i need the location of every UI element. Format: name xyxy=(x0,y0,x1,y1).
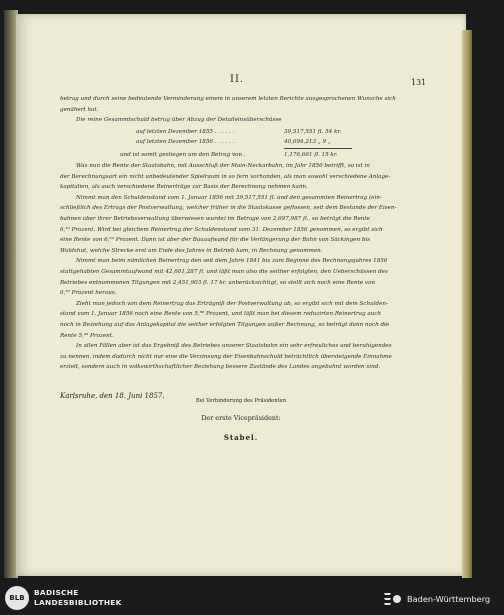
text-line: 6,³³ Prozent heraus. xyxy=(60,290,117,297)
text-line: Zieht man jedoch von dem Reinertrag das Erträgniß der Postverwaltung ab, so ergibt sich mit dem Schulden- xyxy=(76,300,388,307)
debt-table xyxy=(136,127,364,147)
text-line: schließlich des Ertrags der Postverwaltung, welcher früher in die Staatskasse geflossen, seit dem Bestande der Eisen- xyxy=(60,205,397,212)
text-line: genähert hat. xyxy=(60,106,99,113)
blb-logo-icon[interactable]: BLB xyxy=(5,586,29,610)
text-line: Was nun die Rente der Staatsbahn, mit Ausschluß der Main-Neckarbahn, im Jahr 1856 betrifft, so ist in xyxy=(76,163,370,169)
three-lions-emblem-icon[interactable] xyxy=(381,589,403,609)
text-line: Waldshut, welche Strecke erst am Ende des Jahres in Betrieb kam, in Rechnung genommen. xyxy=(60,247,323,254)
text-line: eine Rente von 6,⁶³ Prozent. Dann ist aber der Bauaufwand für die Verlängerung der Bahn von Säckingen bis xyxy=(60,237,371,244)
text-line: kapitalien, als auch verschiedene Reinerträge zur Basis der Berechnung nehmen kann. xyxy=(60,184,308,191)
text-line: erzielt, sondern auch in volkswirthschaftlicher Beziehung bessere Zustände des Landes angebahnt worden sind. xyxy=(60,364,381,371)
signoff-title: Der erste Vicepräsident: xyxy=(201,414,281,422)
table-row xyxy=(136,127,364,137)
page-number: 131 xyxy=(411,78,427,87)
signoff-note: Bei Verhinderung des Präsidenten xyxy=(195,398,287,404)
table-row xyxy=(136,137,364,147)
section-header: II. xyxy=(230,74,245,85)
paragraph-intro xyxy=(60,94,432,126)
row-label: auf letzten Dezember 1855 . . . . . . xyxy=(136,129,235,135)
text-line: stand vom 1. Januar 1856 noch eine Rente von 5,⁸⁸ Prozent, und läßt man bei diesem reduzirten Reinertrag auch xyxy=(60,311,382,318)
total-value: 1,176,661 fl. 15 kr. xyxy=(284,152,338,158)
page-edge-shadow xyxy=(462,30,472,578)
library-name[interactable] xyxy=(34,588,122,608)
state-name[interactable]: Baden-Württemberg xyxy=(407,594,491,604)
text-line: Nimmt man den Schuldenstand vom 1. Januar 1856 mit 39,517,551 fl. und den gesammten Reinertrag (ein- xyxy=(76,194,382,201)
text-line: Nimmt man beim nämlichen Reinertrag den seit dem Jahre 1841 bis zum Beginne des Rechnungsjahres 1856 xyxy=(76,258,388,265)
library-name-line2: LANDESBIBLIOTHEK xyxy=(34,598,122,607)
document-page xyxy=(16,14,466,576)
debt-total xyxy=(120,150,364,160)
row-value: 39,517,551 fl. 54 kr. xyxy=(284,129,342,135)
text-line: Die reine Gesammtschuld betrug über Abzug der Detaileinsüberschüsse xyxy=(76,117,282,124)
row-value: 40,694,213 „ 9 „ xyxy=(284,139,331,145)
signoff-name: Stabel. xyxy=(223,433,259,442)
table-row xyxy=(120,150,364,160)
text-line: bahnen aber ihrer Betriebsverwaltung überwiesen wurde) im Betrage von 2,697,987 fl., so beträgt die Rente xyxy=(60,215,370,222)
text-line: stattgehabten Gesammtaufwand mit 42,601,287 fl. und läßt man also die seither erfolgten, den Ueberschüssen des xyxy=(60,268,388,275)
row-label: auf letzten Dezember 1856 . . . . . . xyxy=(136,139,235,145)
text-line: In allen Fällen aber ist das Ergebniß des Betriebes unserer Staatsbahn ein sehr erfreuliches und beruhigendes xyxy=(76,343,392,350)
paragraph-body xyxy=(60,161,432,373)
text-line: 6,¹⁰ Prozent. Wird bei gleichem Reinertrag der Schuldenstand vom 31. Dezember 1856 genommen, so ergibt sich xyxy=(60,226,383,233)
date-line: Karlsruhe, den 18. Juni 1857. xyxy=(60,392,165,400)
library-name-line1: BADISCHE xyxy=(34,588,79,597)
text-line: noch in Beziehung auf das Anlagekapital die seither erfolgten Tilgungen außer Rechnung, so beträgt dann noch die xyxy=(60,321,390,328)
text-line: betrag und durch seine bedeutende Verminderung einem in unserem letzten Berichte ausgesprochenen Wunsche sich xyxy=(60,96,396,102)
text-line: Rente 5,⁴³ Prozent. xyxy=(60,332,114,339)
text-line: Betriebes entnommenen Tilgungen mit 2,451,903 fl. 17 kr. unberücksichtigt, so stellt sich noch eine Rente von xyxy=(60,279,376,286)
total-label: und ist somit gestiegen um den Betrag von . xyxy=(120,152,246,158)
text-line: zu nennen, indem dadurch nicht nur eine die Verzinsung der Eisenbahnschuld beträchtlich übersteigende Einnahme xyxy=(60,353,392,360)
sum-rule xyxy=(284,148,352,149)
text-line: der Berechnungsart ein nicht unbedeutender Spielraum in so fern vorhanden, als man sowohl verschiedene Anlage- xyxy=(60,173,391,180)
